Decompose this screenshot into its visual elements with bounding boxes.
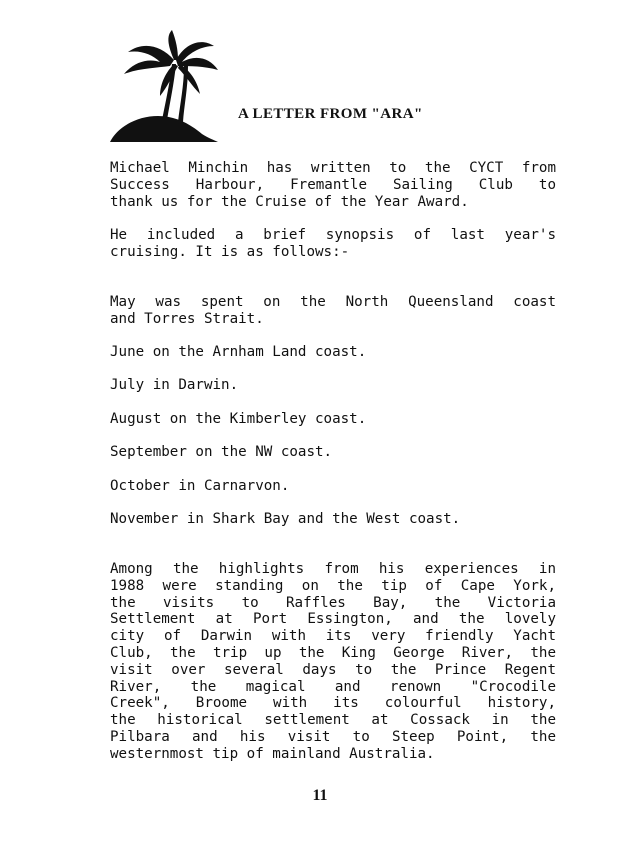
text-line: October in Carnarvon.: [110, 478, 290, 494]
text-line: the visits to Raffles Bay, the Victoria: [110, 594, 556, 611]
text-line: August on the Kimberley coast.: [110, 411, 367, 427]
text-line: June on the Arnham Land coast.: [110, 344, 367, 360]
text-line: Settlement at Port Essington, and the lovely: [110, 611, 556, 628]
synopsis-paragraph: [110, 227, 556, 261]
text-line: thank us for the Cruise of the Year Award.: [110, 193, 469, 210]
highlights-paragraph: [110, 561, 556, 763]
text-line: July in Darwin.: [110, 377, 239, 393]
text-line: September on the NW coast.: [110, 444, 333, 460]
itinerary-item-may: [110, 294, 556, 328]
text-line: cruising. It is as follows:-: [110, 243, 350, 260]
text-line: Pilbara and his visit to Steep Point, the: [110, 728, 556, 745]
text-line: and Torres Strait.: [110, 310, 264, 327]
text-line: 1988 were standing on the tip of Cape York,: [110, 577, 556, 594]
text-line: May was spent on the North Queensland coast: [110, 294, 556, 310]
text-line: He included a brief synopsis of last year's: [110, 227, 556, 243]
page-number: 11: [312, 787, 328, 804]
text-line: Success Harbour, Fremantle Sailing Club to: [110, 176, 556, 193]
text-line: Among the highlights from his experiences in: [110, 561, 556, 577]
text-line: Michael Minchin has written to the CYCT from: [110, 160, 556, 176]
letter-title: A LETTER FROM "ARA": [238, 106, 423, 122]
intro-paragraph: [110, 160, 556, 210]
itinerary-item-june: [110, 344, 556, 361]
text-line: the historical settlement at Cossack in the: [110, 712, 556, 729]
text-line: city of Darwin with its very friendly Yacht: [110, 628, 556, 645]
text-line: Club, the trip up the King George River, the: [110, 644, 556, 661]
text-line: Creek", Broome with its colourful history,: [110, 695, 556, 712]
itinerary-item-august: [110, 411, 556, 428]
text-line: visit over several days to the Prince Regent: [110, 661, 556, 678]
itinerary-item-july: [110, 377, 556, 394]
text-line: westernmost tip of mainland Australia.: [110, 745, 435, 762]
palm-tree-island-icon: [110, 30, 218, 146]
itinerary-item-september: [110, 444, 556, 461]
text-line: November in Shark Bay and the West coast.: [110, 511, 461, 527]
itinerary-item-november: [110, 511, 556, 528]
text-line: River, the magical and renown "Crocodile: [110, 678, 556, 695]
itinerary-item-october: [110, 478, 556, 495]
